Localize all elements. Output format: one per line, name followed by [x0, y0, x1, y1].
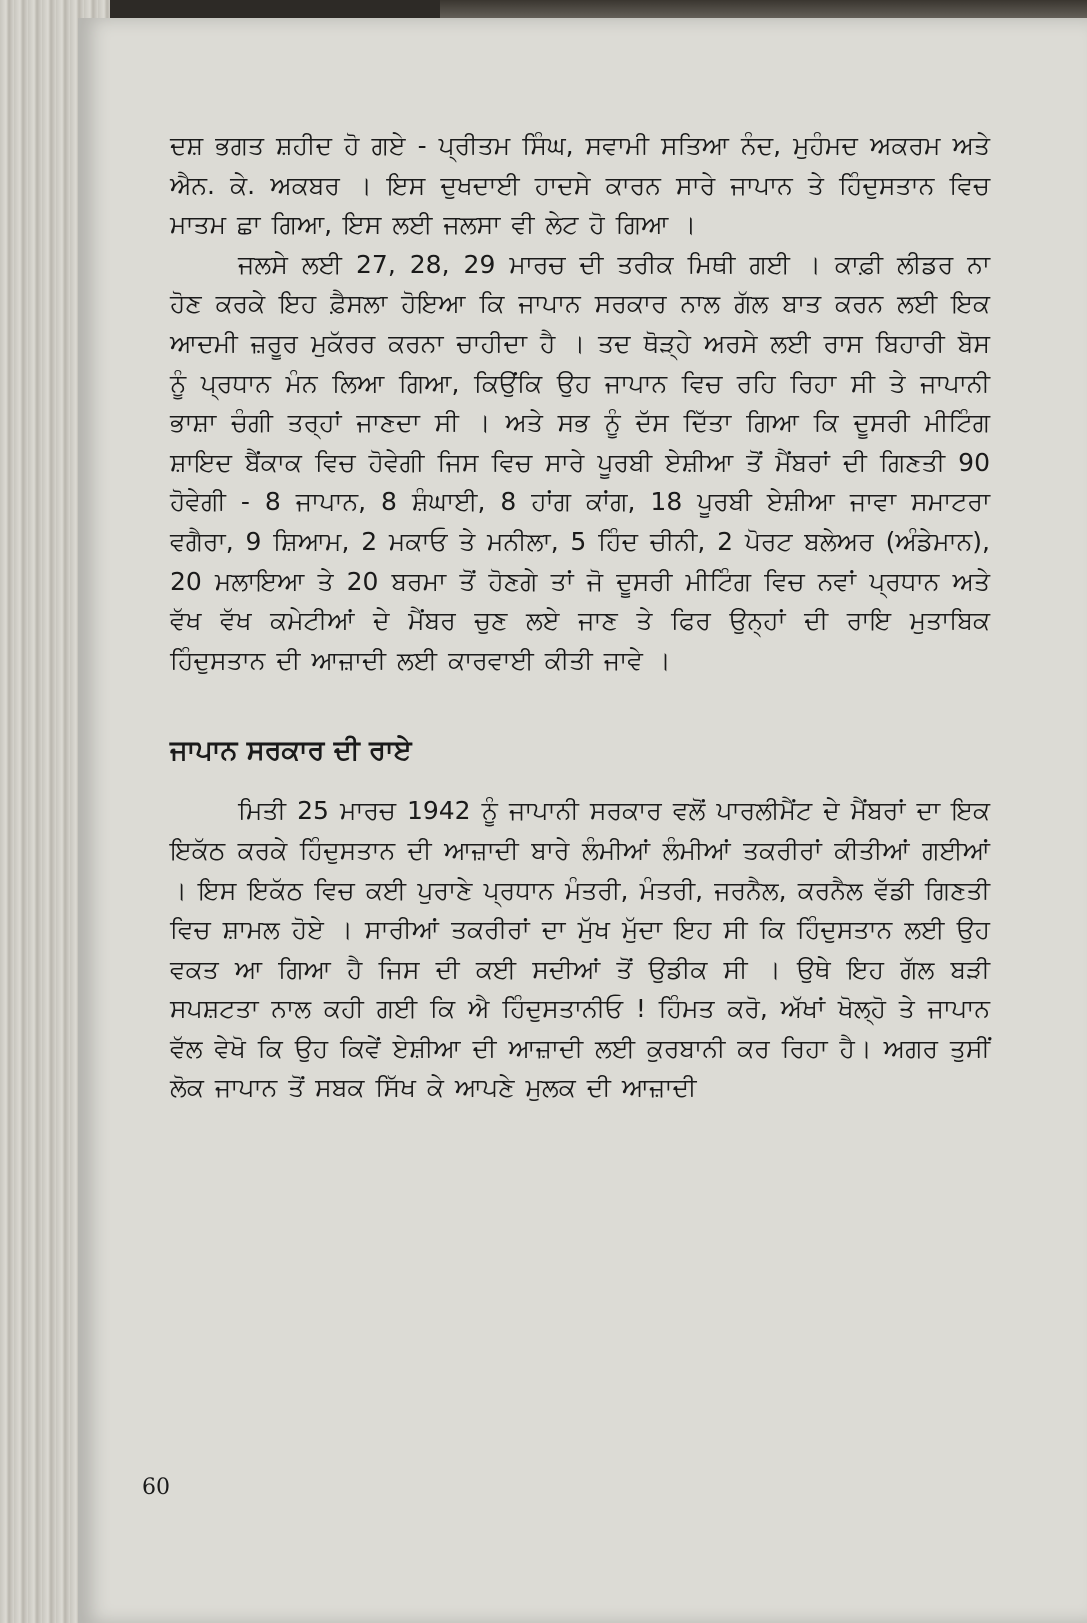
paragraph-3: ਮਿਤੀ 25 ਮਾਰਚ 1942 ਨੂੰ ਜਾਪਾਨੀ ਸਰਕਾਰ ਵਲੋਂ ਪਾਰਲੀਮੈਂਟ ਦੇ ਮੈਂਬਰਾਂ ਦਾ ਇਕ ਇਕੱਠ ਕਰਕੇ ਹਿੰਦੁਸਤਾਨ ਦੀ ਆਜ਼ਾਦੀ ਬਾਰੇ ਲੰਮੀਆਂ ਲੰਮੀਆਂ ਤਕਰੀਰਾਂ ਕੀਤੀਆਂ ਗਈਆਂ । ਇਸ ਇਕੱਠ ਵਿਚ ਕਈ ਪੁਰਾਣੇ ਪ੍ਰਧਾਨ ਮੰਤਰੀ, ਮੰਤਰੀ, ਜਰਨੈਲ, ਕਰਨੈਲ ਵੱਡੀ ਗਿਣਤੀ ਵਿਚ ਸ਼ਾਮਲ ਹੋਏ । ਸਾਰੀਆਂ ਤਕਰੀਰਾਂ ਦਾ ਮੁੱਖ ਮੁੱਦਾ ਇਹ ਸੀ ਕਿ ਹਿੰਦੁਸਤਾਨ ਲਈ ਉਹ ਵਕਤ ਆ ਗਿਆ ਹੈ ਜਿਸ ਦੀ ਕਈ ਸਦੀਆਂ ਤੋਂ ਉਡੀਕ ਸੀ । ਉਥੇ ਇਹ ਗੱਲ ਬੜੀ ਸਪਸ਼ਟਤਾ ਨਾਲ ਕਹੀ ਗਈ ਕਿ ਐ ਹਿੰਦੁਸਤਾਨੀਓ ! ਹਿੰਮਤ ਕਰੋ, ਅੱਖਾਂ ਖੋਲ੍ਹੋ ਤੇ ਜਾਪਾਨ ਵੱਲ ਵੇਖੋ ਕਿ ਉਹ ਕਿਵੇਂ ਏਸ਼ੀਆ ਦੀ ਆਜ਼ਾਦੀ ਲਈ ਕੁਰਬਾਨੀ ਕਰ ਰਿਹਾ ਹੈ। ਅਗਰ ਤੁਸੀਂ ਲੋਕ ਜਾਪਾਨ ਤੋਂ ਸਬਕ ਸਿੱਖ ਕੇ ਆਪਣੇ ਮੁਲਕ ਦੀ ਆਜ਼ਾਦੀ: [170, 796, 990, 1103]
page-body: [170, 126, 990, 1108]
section-heading: ਜਾਪਾਨ ਸਰਕਾਰ ਦੀ ਰਾਏ: [170, 735, 412, 767]
paragraph-2: ਜਲਸੇ ਲਈ 27, 28, 29 ਮਾਰਚ ਦੀ ਤਰੀਕ ਮਿਥੀ ਗਈ । ਕਾਫ਼ੀ ਲੀਡਰ ਨਾ ਹੋਣ ਕਰਕੇ ਇਹ ਫ਼ੈਸਲਾ ਹੋਇਆ ਕਿ ਜਾਪਾਨ ਸਰਕਾਰ ਨਾਲ ਗੱਲ ਬਾਤ ਕਰਨ ਲਈ ਇਕ ਆਦਮੀ ਜ਼ਰੂਰ ਮੁਕੱਰਰ ਕਰਨਾ ਚਾਹੀਦਾ ਹੈ । ਤਦ ਥੋੜ੍ਹੇ ਅਰਸੇ ਲਈ ਰਾਸ ਬਿਹਾਰੀ ਬੋਸ ਨੂੰ ਪ੍ਰਧਾਨ ਮੰਨ ਲਿਆ ਗਿਆ, ਕਿਉਂਕਿ ਉਹ ਜਾਪਾਨ ਵਿਚ ਰਹਿ ਰਿਹਾ ਸੀ ਤੇ ਜਾਪਾਨੀ ਭਾਸ਼ਾ ਚੰਗੀ ਤਰ੍ਹਾਂ ਜਾਣਦਾ ਸੀ । ਅਤੇ ਸਭ ਨੂੰ ਦੱਸ ਦਿੱਤਾ ਗਿਆ ਕਿ ਦੂਸਰੀ ਮੀਟਿੰਗ ਸ਼ਾਇਦ ਬੈਂਕਾਕ ਵਿਚ ਹੋਵੇਗੀ ਜਿਸ ਵਿਚ ਸਾਰੇ ਪੂਰਬੀ ਏਸ਼ੀਆ ਤੋਂ ਮੈਂਬਰਾਂ ਦੀ ਗਿਣਤੀ 90 ਹੋਵੇਗੀ - 8 ਜਾਪਾਨ, 8 ਸ਼ੰਘਾਈ, 8 ਹਾਂਗ ਕਾਂਗ, 18 ਪੂਰਬੀ ਏਸ਼ੀਆ ਜਾਵਾ ਸਮਾਟਰਾ ਵਗੈਰਾ, 9 ਸ਼ਿਆਮ, 2 ਮਕਾਓ ਤੇ ਮਨੀਲਾ, 5 ਹਿੰਦ ਚੀਨੀ, 2 ਪੋਰਟ ਬਲੇਅਰ (ਅੰਡੇਮਾਨ), 20 ਮਲਾਇਆ ਤੇ 20 ਬਰਮਾ ਤੋਂ ਹੋਣਗੇ ਤਾਂ ਜੋ ਦੂਸਰੀ ਮੀਟਿੰਗ ਵਿਚ ਨਵਾਂ ਪ੍ਰਧਾਨ ਅਤੇ ਵੱਖ ਵੱਖ ਕਮੇਟੀਆਂ ਦੇ ਮੈਂਬਰ ਚੁਣ ਲਏ ਜਾਣ ਤੇ ਫਿਰ ਉਨ੍ਹਾਂ ਦੀ ਰਾਇ ਮੁਤਾਬਿਕ ਹਿੰਦੁਸਤਾਨ ਦੀ ਆਜ਼ਾਦੀ ਲਈ ਕਾਰਵਾਈ ਕੀਤੀ ਜਾਵੇ ।: [170, 249, 990, 675]
paragraph-1: ਦਸ਼ ਭਗਤ ਸ਼ਹੀਦ ਹੋ ਗਏ - ਪ੍ਰੀਤਮ ਸਿੰਘ, ਸਵਾਮੀ ਸਤਿਆ ਨੰਦ, ਮੁਹੰਮਦ ਅਕਰਮ ਅਤੇ ਐਨ. ਕੇ. ਅਕਬਰ । ਇਸ ਦੁਖਦਾਈ ਹਾਦਸੇ ਕਾਰਨ ਸਾਰੇ ਜਾਪਾਨ ਤੇ ਹਿੰਦੁਸਤਾਨ ਵਿਚ ਮਾਤਮ ਛਾ ਗਿਆ, ਇਸ ਲਈ ਜਲਸਾ ਵੀ ਲੇਟ ਹੋ ਗਿਆ ।: [170, 131, 990, 240]
page-number: 60: [142, 1475, 170, 1500]
book-page: [78, 18, 1087, 1623]
